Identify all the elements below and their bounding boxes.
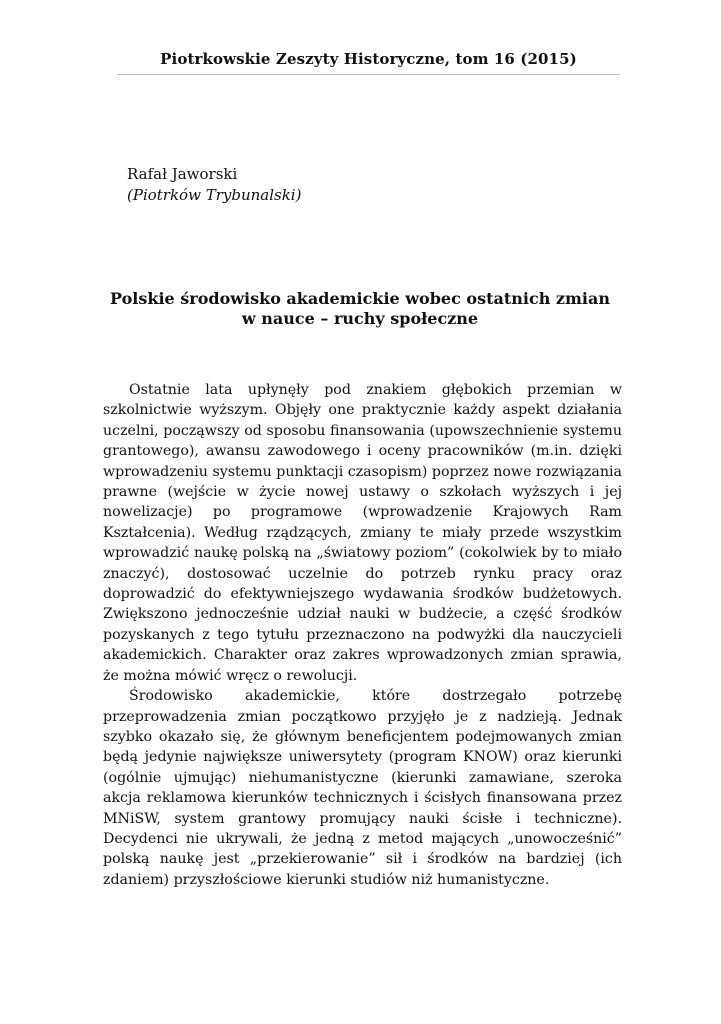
article-title-line-2: w nauce – ruchy społeczne — [241, 309, 479, 328]
article-body — [103, 380, 622, 890]
author-name: Rafał Jaworski — [127, 165, 238, 183]
body-paragraph-2: Środowisko akademickie, które dostrzegało potrzebę przeprowadzenia zmian początkowo przyjęło je z nadzieją. Jednak szybko okazało się, że głównym beneficjentem podejmowanych zmian będą jedynie największe uniwersytety (program KNOW) oraz kierunki (ogólnie ujmując) niehumanistyczne (kierunki zamawiane, szeroka akcja reklamowa kierunków technicznych i ścisłych finansowana przez MNiSW, system grantowy promujący nauki ścisłe i techniczne). Decydenci nie ukrywali, że jedną z metod mających „unowocześnić” polską naukę jest „przekierowanie” sił i środków na bardziej (ich zdaniem) przyszłościowe kierunki studiów niż humanistyczne. — [103, 688, 622, 888]
header-divider — [117, 74, 620, 75]
author-block — [127, 164, 301, 206]
body-paragraph-1: Ostatnie lata upłynęły pod znakiem głębokich przemian w szkolnictwie wyższym. Objęły one praktycznie każdy aspekt działania uczelni, począwszy od sposobu finansowania (upowszechnienie systemu grantowego), awansu zawodowego i oceny pracowników (m.in. dzięki wprowadzeniu systemu punktacji czasopism) poprzez nowe rozwiązania prawne (wejście w życie nowej ustawy o szkołach wyższych i jej nowelizacje) po programowe (wprowadzenie Krajowych Ram Kształcenia). Według rządzących, zmiany te miały przede wszystkim wprowadzić naukę polską na „światowy poziom” (cokolwiek by to miało znaczyć), dostosować uczelnie do potrzeb rynku pracy oraz doprowadzić do efektywniejszego wydawania środków budżetowych. Zwiększono jednocześnie udział nauki w budżecie, a część środków pozyskanych z tego tytułu przeznaczono na podwyżki dla nauczycieli akademickich. Charakter oraz zakres wprowadzonych zmian sprawia, że można mówić wręcz o rewolucji. — [103, 382, 622, 684]
author-affiliation: (Piotrków Trybunalski) — [127, 186, 302, 204]
article-title — [100, 289, 620, 329]
running-header: Piotrkowskie Zeszyty Historyczne, tom 16 (2015) — [160, 50, 577, 68]
article-title-line-1: Polskie środowisko akademickie wobec ostatnich zmian — [110, 289, 610, 308]
